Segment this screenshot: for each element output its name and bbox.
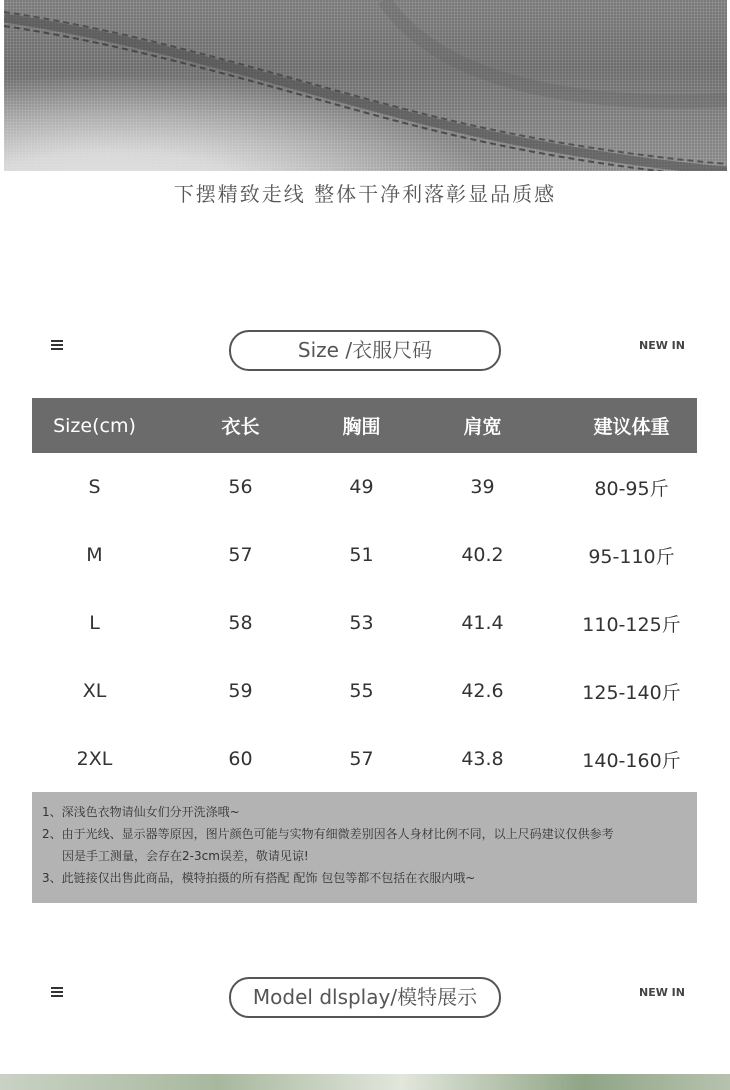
- cell-size: 2XL: [76, 748, 113, 770]
- cell-size: XL: [82, 680, 107, 702]
- cell-chest: 51: [349, 544, 374, 566]
- size-section-title: Size /衣服尺码: [229, 330, 501, 371]
- note-1: 1、深浅色衣物请仙女们分开洗涤哦~: [42, 805, 240, 819]
- menu-icon[interactable]: [51, 340, 63, 350]
- cell-size: M: [86, 544, 103, 566]
- cell-weight: 110-125斤: [582, 613, 681, 636]
- cell-weight: 95-110斤: [588, 545, 675, 568]
- header-length: 衣长: [157, 398, 324, 453]
- cell-length: 56: [228, 476, 253, 498]
- cell-shoulder: 39: [470, 476, 495, 498]
- cell-shoulder: 42.6: [461, 680, 504, 702]
- cell-shoulder: 43.8: [461, 748, 504, 770]
- cell-length: 59: [228, 680, 253, 702]
- table-row: [32, 657, 697, 725]
- size-table: [32, 398, 697, 793]
- model-section-header: [0, 977, 730, 1019]
- note-2: 2、由于光线、显示器等原因，图片颜色可能与实物有细微差别因各人身材比例不同，以上尺码建议仅供参考: [42, 827, 614, 841]
- cell-shoulder: 40.2: [461, 544, 504, 566]
- header-size: Size(cm): [32, 398, 157, 453]
- size-section-header: [0, 330, 730, 372]
- cell-shoulder: 41.4: [461, 612, 504, 634]
- new-in-label[interactable]: NEW IN: [639, 339, 685, 352]
- cell-chest: 57: [349, 748, 374, 770]
- note-2-continued: 因是手工测量，会存在2-3cm误差，敬请见谅!: [62, 849, 309, 863]
- table-header-row: [32, 398, 697, 453]
- model-section-title: Model dlsplay/模特展示: [229, 977, 501, 1018]
- header-shoulder: 肩宽: [399, 398, 566, 453]
- cell-chest: 53: [349, 612, 374, 634]
- table-row: [32, 453, 697, 521]
- cell-chest: 55: [349, 680, 374, 702]
- cell-weight: 125-140斤: [582, 681, 681, 704]
- cell-size: S: [88, 476, 101, 498]
- size-notes: [32, 792, 697, 903]
- cell-length: 60: [228, 748, 253, 770]
- menu-icon[interactable]: [51, 987, 63, 997]
- note-3: 3、此链接仅出售此商品，模特拍摄的所有搭配 配饰 包包等都不包括在衣服内哦~: [42, 871, 476, 885]
- hem-stitch-graphic: [4, 0, 727, 171]
- cell-size: L: [89, 612, 100, 634]
- hem-caption: 下摆精致走线 整体干净利落彰显品质感: [173, 182, 557, 206]
- cell-length: 58: [228, 612, 253, 634]
- cell-weight: 80-95斤: [594, 477, 669, 500]
- model-garden-photo: [0, 1074, 730, 1090]
- table-row: [32, 521, 697, 589]
- cell-length: 57: [228, 544, 253, 566]
- cell-weight: 140-160斤: [582, 749, 681, 772]
- header-weight: 建议体重: [566, 398, 697, 453]
- header-chest: 胸围: [324, 398, 399, 453]
- new-in-label[interactable]: NEW IN: [639, 986, 685, 999]
- cell-chest: 49: [349, 476, 374, 498]
- table-row: [32, 589, 697, 657]
- fabric-hem-photo: [4, 0, 727, 171]
- table-row: [32, 725, 697, 793]
